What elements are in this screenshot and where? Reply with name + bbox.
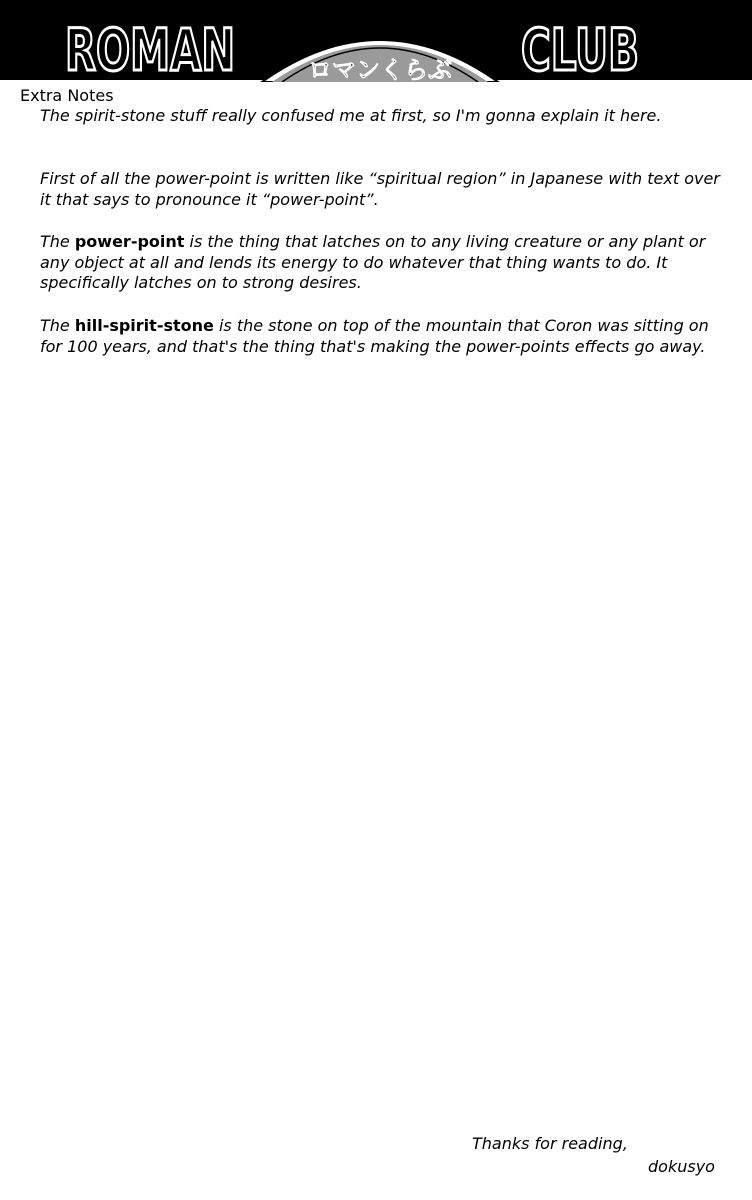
- paragraph-3-text: is the thing that latches on to any living creature or any plant or any object at all and lends its energy to do whatever that thing wants to do. It specifically latches on to strong desires.: [40, 232, 706, 292]
- banner-title-right: CLUB: [521, 16, 639, 82]
- banner-title-left: ROMAN: [65, 16, 235, 82]
- paragraph-3-prefix: The: [40, 232, 75, 251]
- banner-logo-text: ロマンくらぶ: [308, 56, 452, 82]
- term-hill-spirit-stone: hill-spirit-stone: [74, 316, 214, 335]
- notes-heading: Extra Notes: [20, 86, 114, 105]
- paragraph-4-text: is the stone on top of the mountain that Coron was sitting on for 100 years, and that's the thing that's making the power-points effects go away.: [40, 316, 709, 356]
- signature: dokusyo: [648, 1157, 715, 1176]
- paragraph-4-prefix: The: [40, 316, 75, 335]
- thanks-line: Thanks for reading,: [472, 1134, 628, 1153]
- notes-paragraph-4: [40, 316, 730, 357]
- header-banner: [0, 0, 752, 82]
- notes-paragraph-1: The spirit-stone stuff really confused me at first, so I'm gonna explain it here.: [40, 106, 662, 125]
- banner-graphic: [0, 0, 752, 82]
- term-power-point: power-point: [74, 232, 185, 251]
- notes-paragraph-2: First of all the power-point is written like “spiritual region” in Japanese with text over it that says to pronounce it “power-point”.: [40, 169, 720, 209]
- notes-paragraph-3: [40, 232, 730, 294]
